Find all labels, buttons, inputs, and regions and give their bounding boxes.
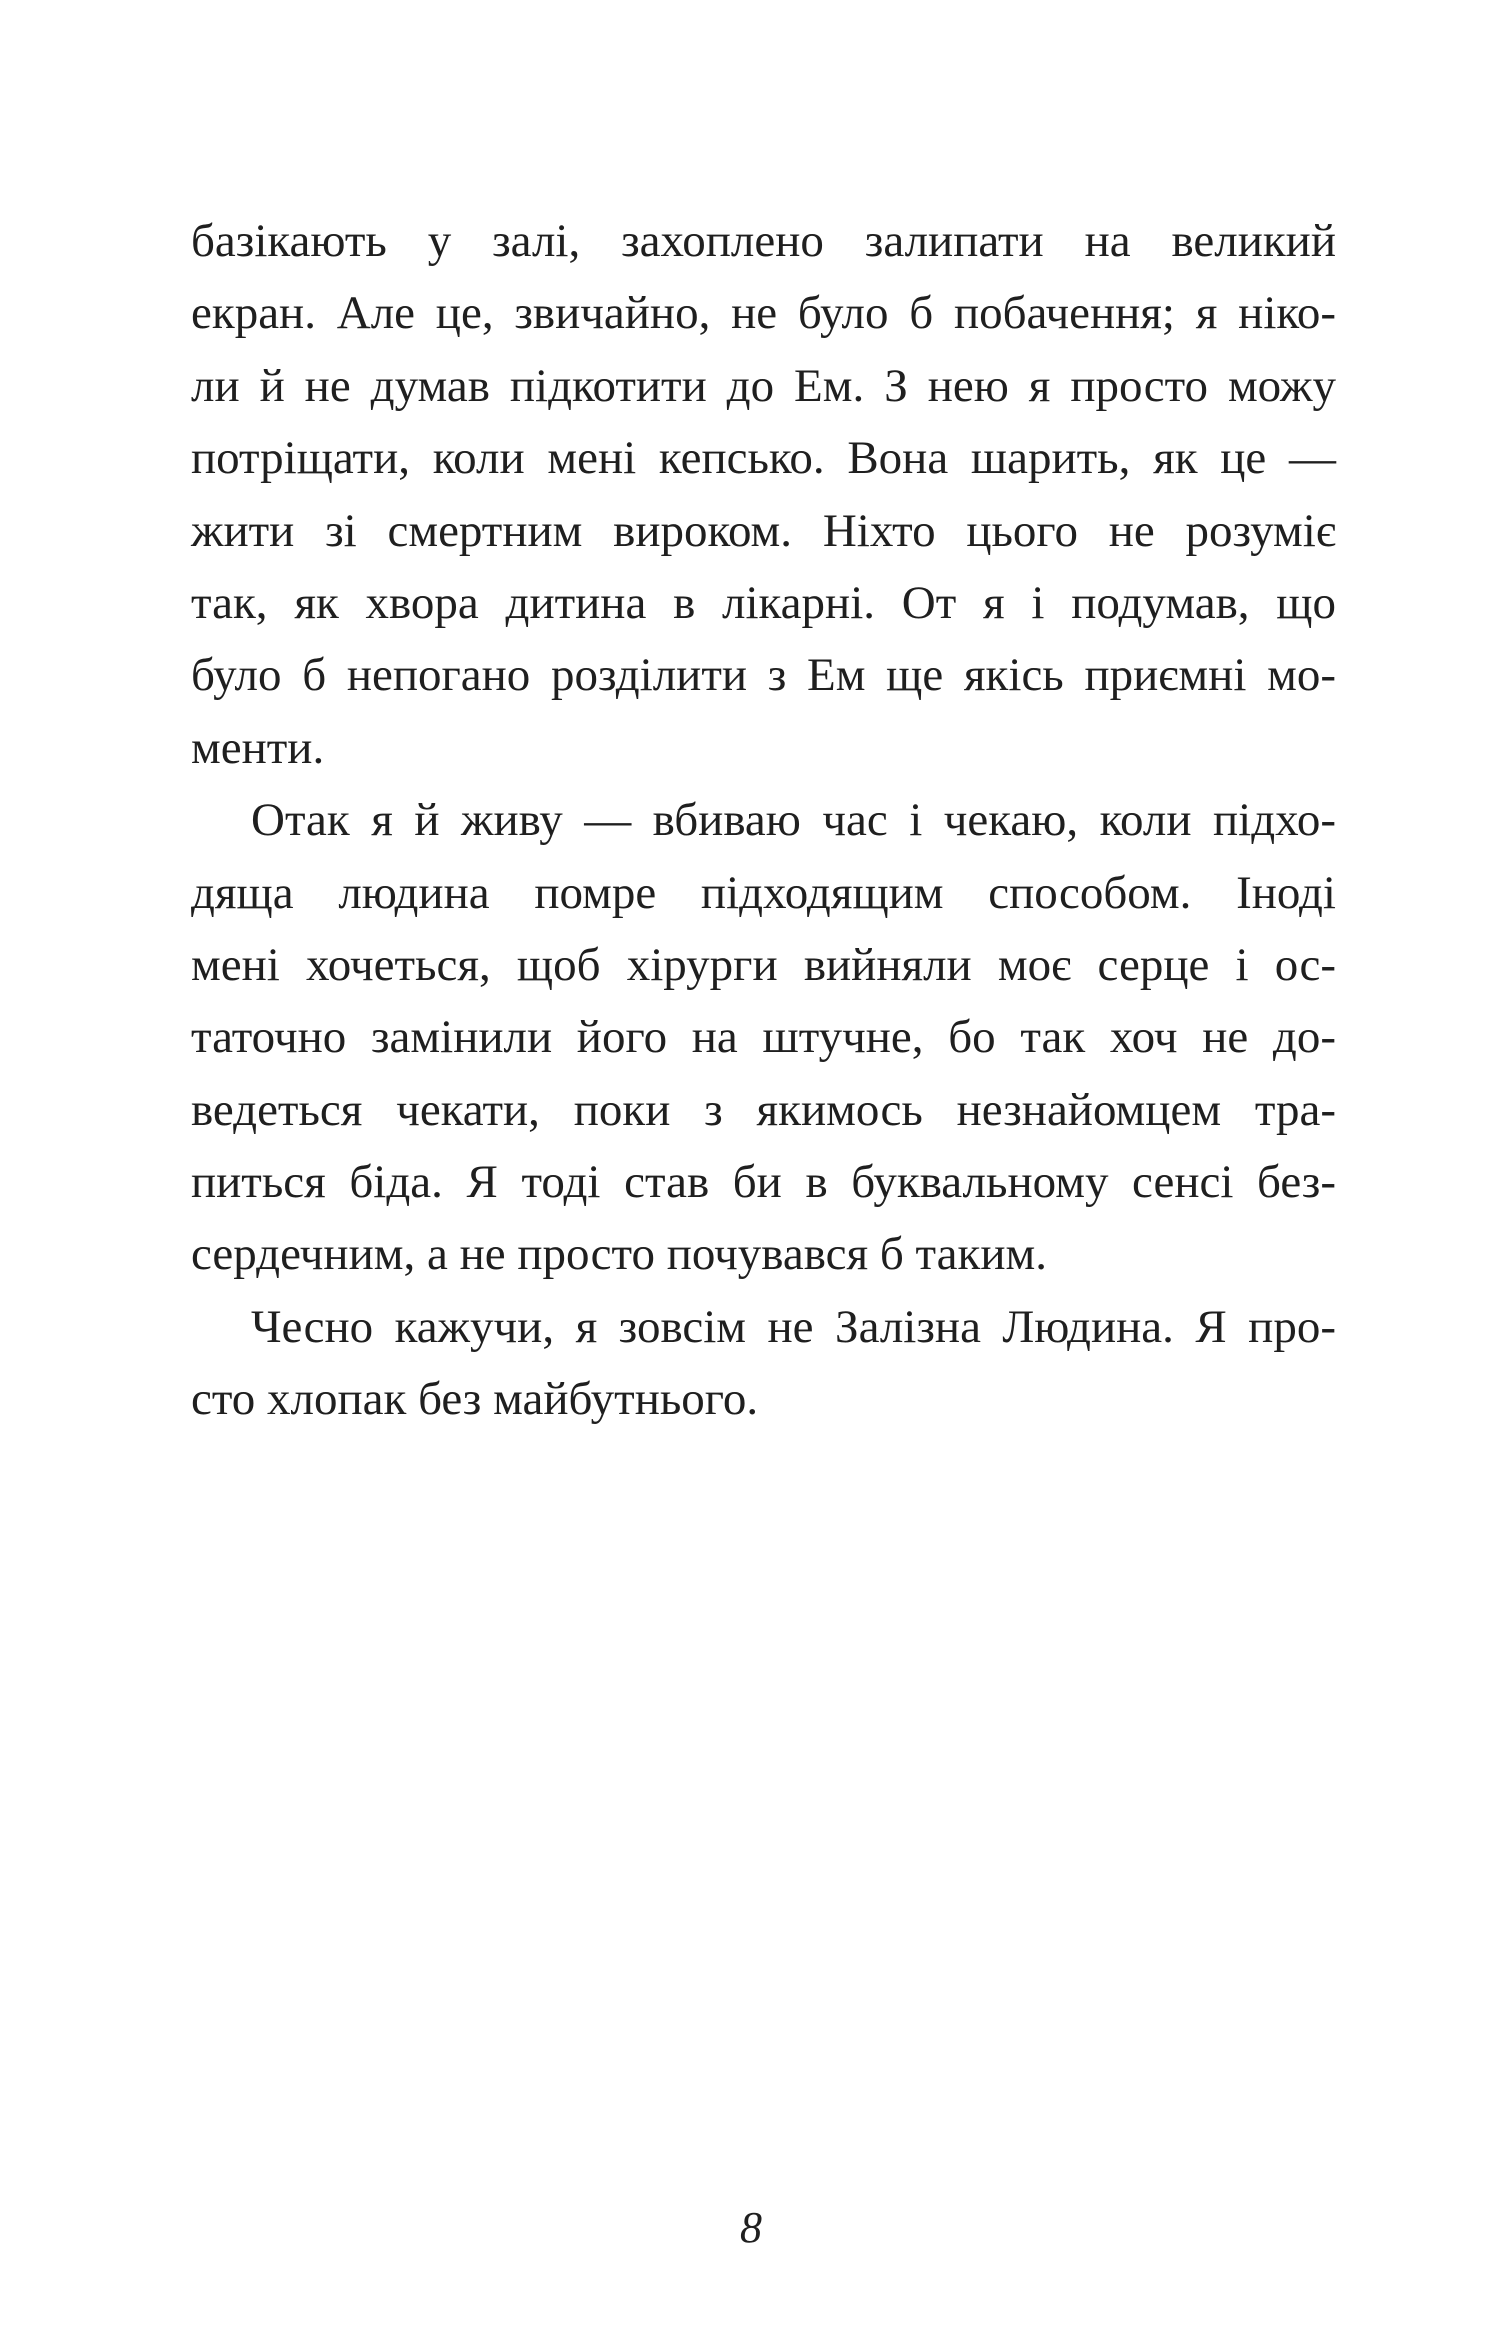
text-line: сто хлопак без майбутнього. <box>191 1373 759 1426</box>
text-line: екран. Але це, звичайно, не було б побачення; я ніко- <box>191 287 1336 340</box>
body-text <box>191 205 1336 1436</box>
text-line: Отак я й живу — вбиваю час і чекаю, коли підхо- <box>251 794 1336 847</box>
text-line: таточно замінили його на штучне, бо так хоч не до- <box>191 1011 1336 1064</box>
paragraph-1 <box>191 205 1336 784</box>
text-line: так, як хвора дитина в лікарні. От я і подумав, що <box>191 576 1336 629</box>
text-line: мені хочеться, щоб хірурги вийняли моє серце і ос- <box>191 938 1336 991</box>
text-line: Чесно кажучи, я зовсім не Залізна Людина. Я про- <box>251 1300 1336 1353</box>
paragraph-3 <box>191 1291 1336 1436</box>
text-line: дяща людина помре підходящим способом. Іноді <box>191 866 1336 919</box>
text-line: сердечним, а не просто почувався б таким. <box>191 1228 1047 1281</box>
text-line: ведеться чекати, поки з якимось незнайомцем тра- <box>191 1083 1336 1136</box>
text-line: було б непогано розділити з Ем ще якісь приємні мо- <box>191 649 1336 702</box>
text-line: питься біда. Я тоді став би в буквальному сенсі без- <box>191 1156 1336 1209</box>
text-line: базікають у залі, захоплено залипати на великий <box>191 215 1336 267</box>
page-number: 8 <box>740 2203 762 2252</box>
text-line: жити зі смертним вироком. Ніхто цього не розуміє <box>191 504 1336 557</box>
text-line: потріщати, коли мені кепсько. Вона шарить, як це — <box>191 432 1336 485</box>
text-line: менти. <box>191 721 325 774</box>
text-line: ли й не думав підкотити до Ем. З нею я просто можу <box>191 359 1336 412</box>
paragraph-2 <box>191 784 1336 1291</box>
